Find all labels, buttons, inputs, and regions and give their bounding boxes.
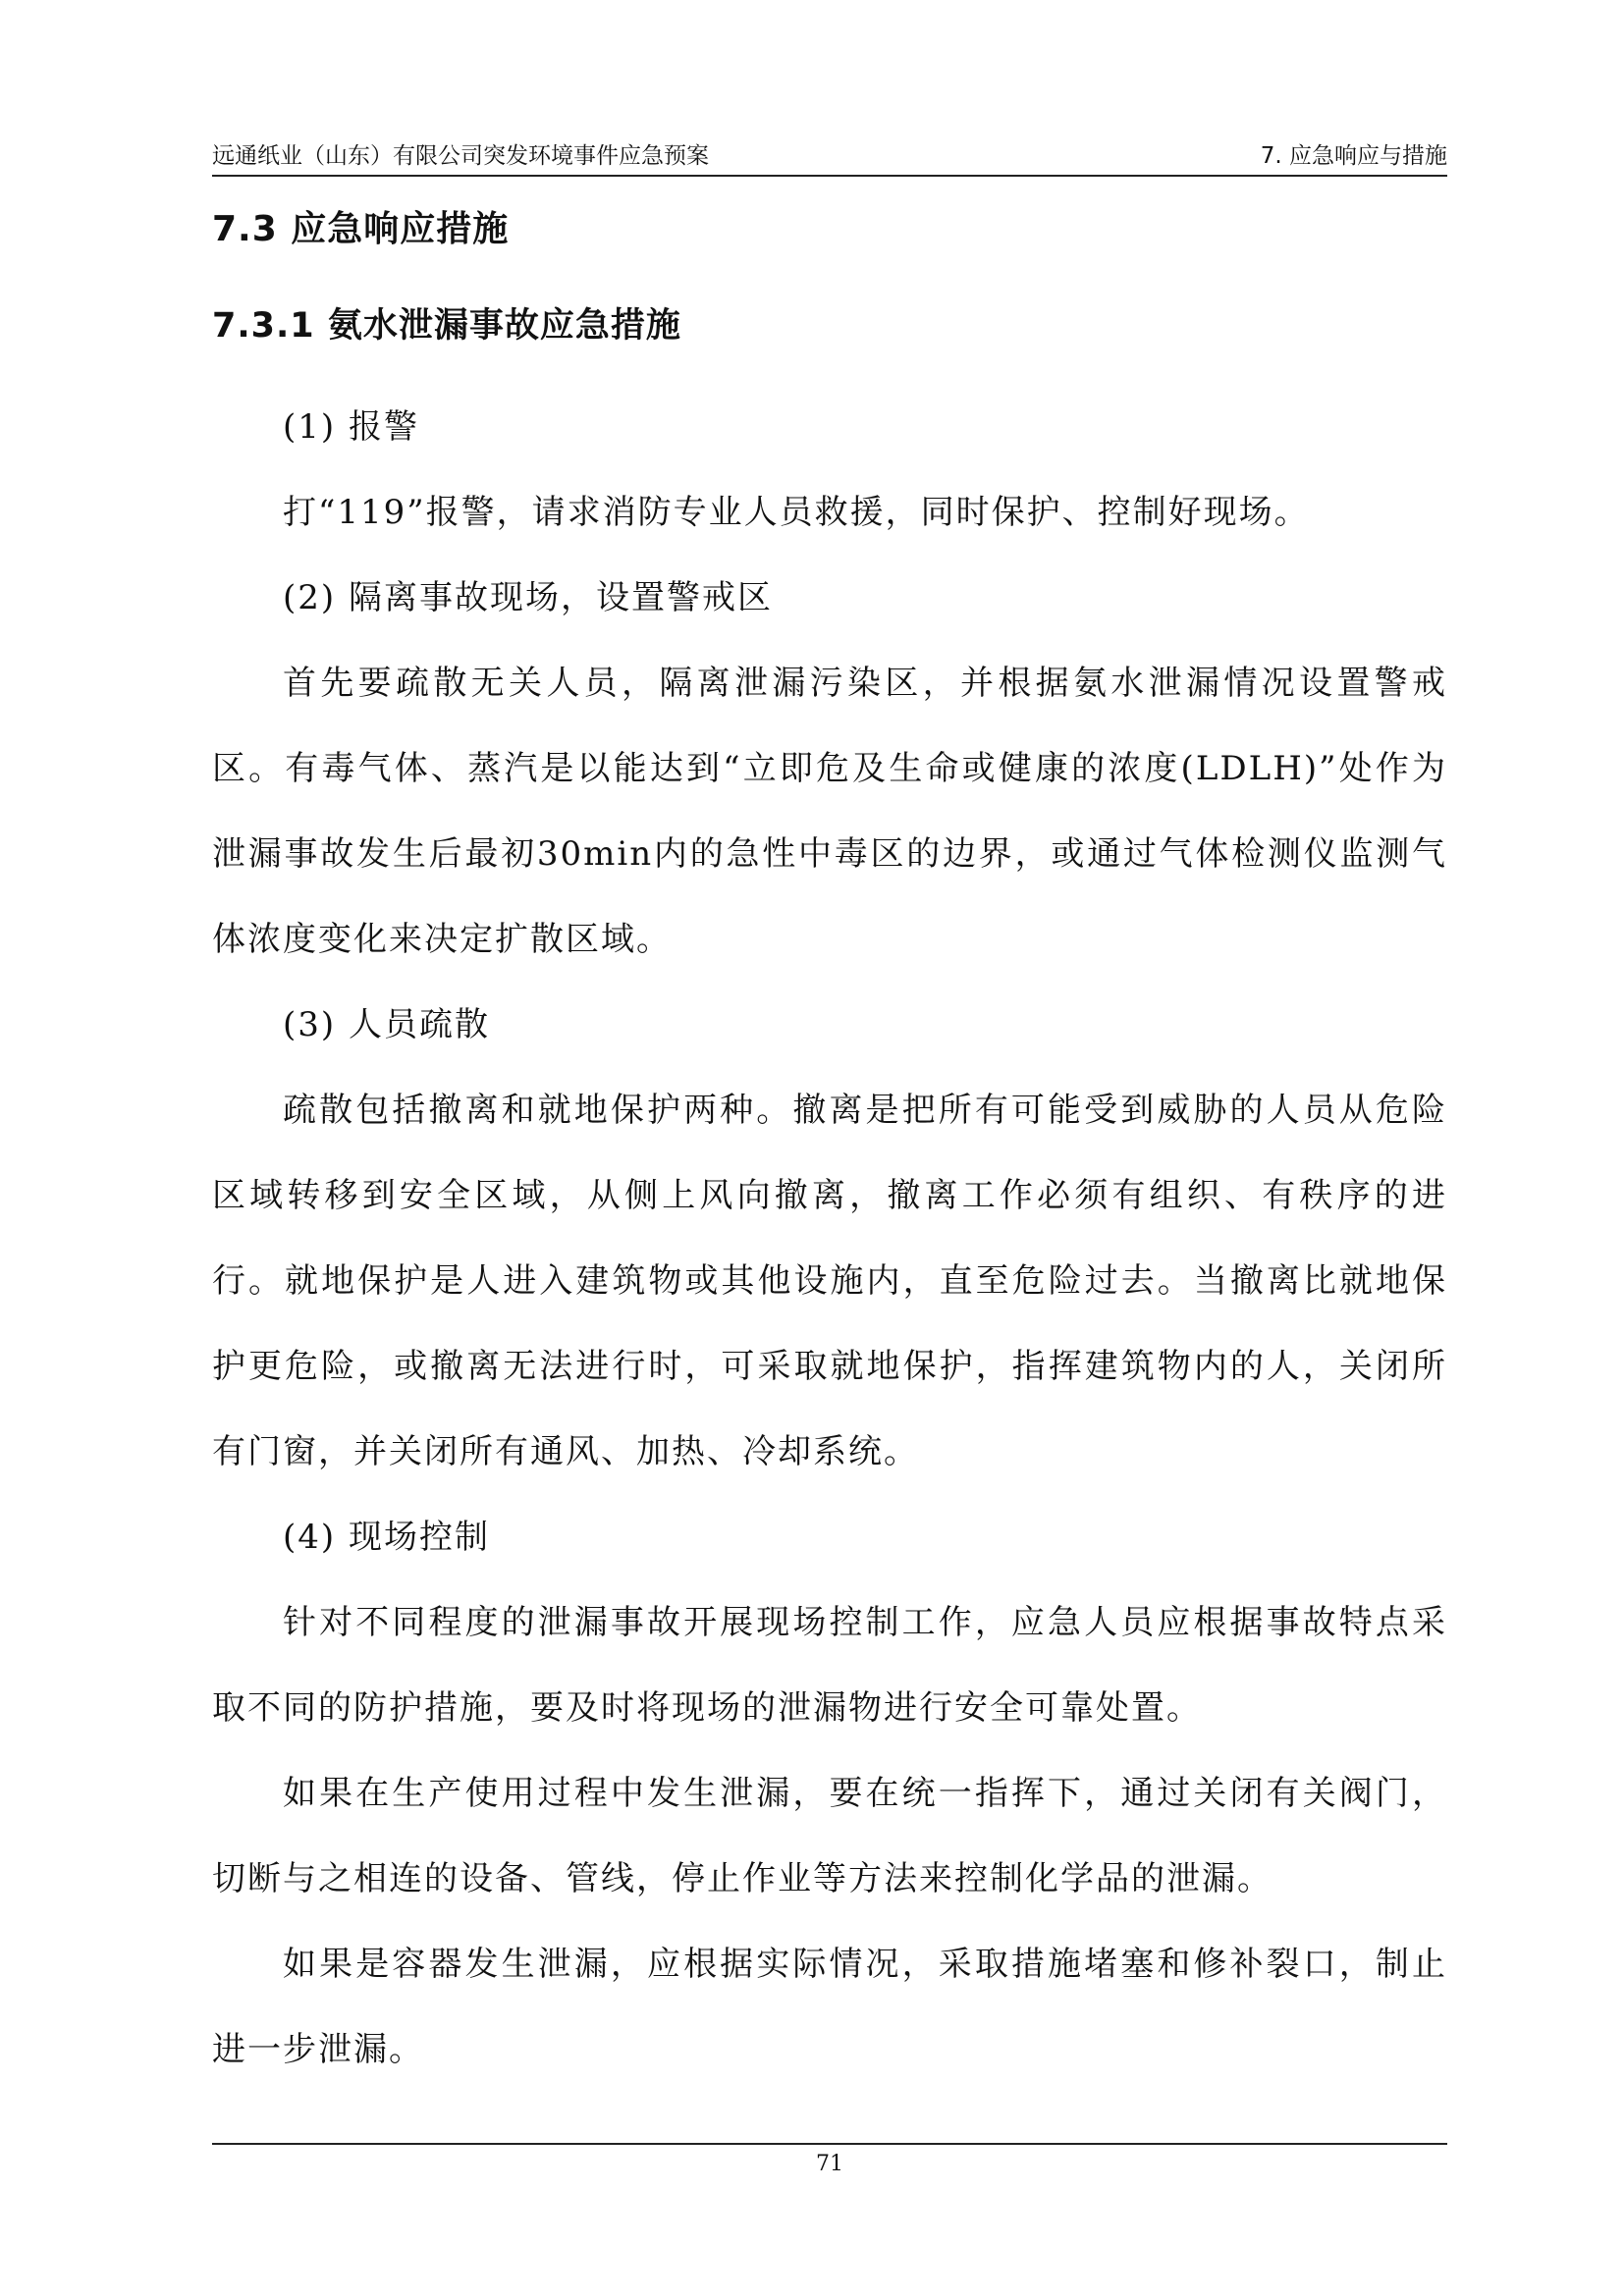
paragraph-production-leak: 如果在生产使用过程中发生泄漏，要在统一指挥下，通过关闭有关阀门，切断与之相连的设备、管线，停止作业等方法来控制化学品的泄漏。 [212,1774,1447,1898]
paragraph-isolation: 首先要疏散无关人员，隔离泄漏污染区，并根据氨水泄漏情况设置警戒区。有毒气体、蒸汽是以能达到“立即危及生命或健康的浓度(LDLH)”处作为泄漏事故发生后最初30min内的急性中毒区的边界，或通过气体检测仪监测气体浓度变化来决定扩散区域。 [212,664,1447,959]
body-content [212,385,1447,2093]
paragraph-container-leak: 如果是容器发生泄漏，应根据实际情况，采取措施堵塞和修补裂口，制止进一步泄漏。 [212,1945,1447,2069]
section-heading: 7.3 应急响应措施 [212,209,510,249]
paragraph-alarm: 打“119”报警，请求消防专业人员救援，同时保护、控制好现场。 [283,493,1310,532]
page-header [212,139,1447,173]
item-heading-alarm: (1) 报警 [283,407,419,447]
header-chapter-title: 7. 应急响应与措施 [1260,143,1447,169]
item-heading-site-control: (4) 现场控制 [283,1518,490,1557]
header-divider [212,175,1447,177]
footer-divider [212,2143,1447,2145]
paragraph-evacuation: 疏散包括撤离和就地保护两种。撤离是把所有可能受到威胁的人员从危险区域转移到安全区域，从侧上风向撤离，撤离工作必须有组织、有秩序的进行。就地保护是人进入建筑物或其他设施内，直至危险过去。当撤离比就地保护更危险，或撤离无法进行时，可采取就地保护，指挥建筑物内的人，关闭所有门窗，并关闭所有通风、加热、冷却系统。 [212,1091,1447,1471]
item-heading-evacuation: (3) 人员疏散 [283,1005,490,1044]
page-number: 71 [816,2152,843,2176]
subsection-heading: 7.3.1 氨水泄漏事故应急措施 [212,306,681,346]
item-heading-isolation: (2) 隔离事故现场，设置警戒区 [283,578,773,617]
paragraph-site-control: 针对不同程度的泄漏事故开展现场控制工作，应急人员应根据事故特点采取不同的防护措施，要及时将现场的泄漏物进行安全可靠处置。 [212,1603,1447,1728]
header-document-title: 远通纸业（山东）有限公司突发环境事件应急预案 [212,143,709,169]
